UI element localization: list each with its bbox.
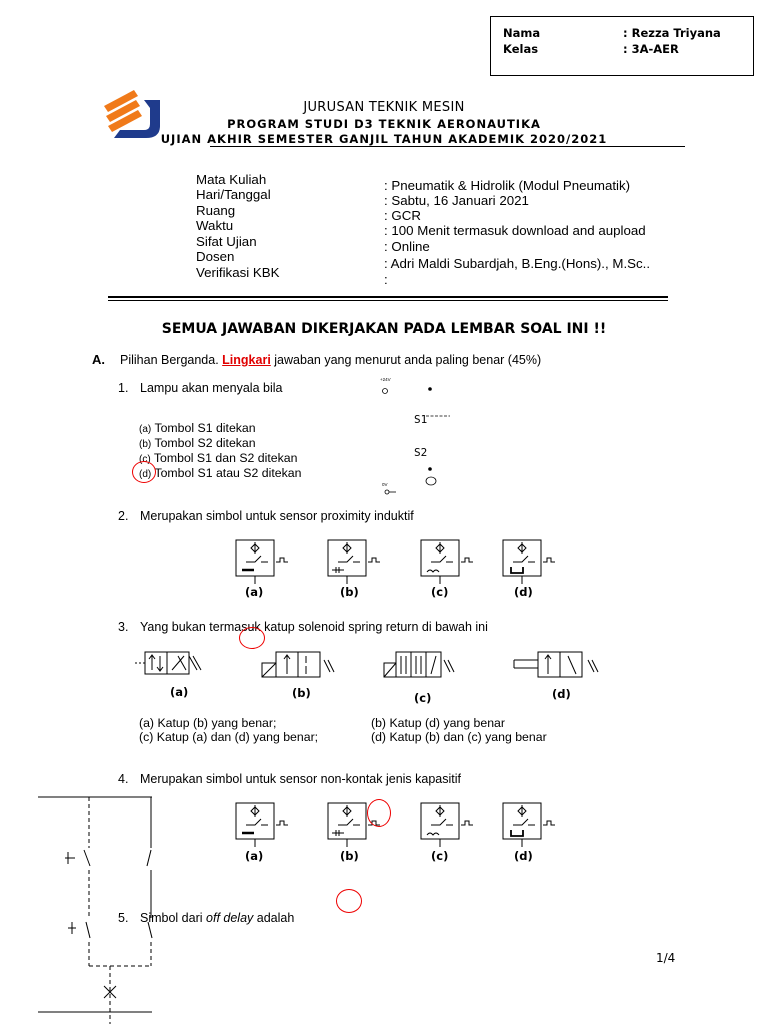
circuit-s1-label: S1	[414, 413, 428, 426]
q2-number: 2.	[118, 509, 129, 523]
q2-label-c: (c)	[431, 585, 449, 599]
page-number: 1/4	[656, 951, 676, 965]
q4-text: Merupakan simbol untuk sensor non-kontak jenis kapasitif	[140, 772, 462, 786]
option-letter: (c)	[139, 454, 151, 465]
section-a-after: jawaban yang menurut anda paling benar (45%)	[274, 353, 542, 367]
option-letter: (d)	[139, 469, 152, 480]
meta-value: : Adri Maldi Subardjah, B.Eng.(Hons)., M.Sc..	[384, 256, 651, 271]
meta-value: : Pneumatik & Hidrolik (Modul Pneumatik)	[384, 178, 631, 193]
q2-text: Merupakan simbol untuk sensor proximity induktif	[140, 509, 414, 523]
meta-value: :	[384, 272, 388, 287]
q3-text: Yang bukan termasuk katup solenoid spring return di bawah ini	[140, 620, 488, 634]
meta-label: Waktu	[196, 218, 234, 233]
q3-number: 3.	[118, 620, 129, 634]
meta-label: Ruang	[196, 203, 236, 218]
meta-label: Verifikasi KBK	[196, 265, 280, 280]
option-letter: (a)	[139, 424, 152, 435]
q5-italic: off delay	[206, 911, 254, 925]
q3-answer: (b) Katup (d) yang benar	[371, 716, 505, 730]
section-a-before: Pilihan Berganda.	[120, 353, 219, 367]
meta-value: : Online	[384, 239, 430, 254]
q5-after: adalah	[256, 911, 295, 925]
q2-label-a: (a)	[245, 585, 264, 599]
header-exam: UJIAN AKHIR SEMESTER GANJIL TAHUN AKADEMIK 2020/2021	[160, 132, 608, 146]
q3-answer: (d) Katup (b) dan (c) yang benar	[371, 730, 547, 744]
option-text: Tombol S1 dan S2 ditekan	[153, 451, 298, 465]
kelas-value: : 3A-AER	[623, 42, 679, 56]
nama-value: : Rezza Triyana	[623, 26, 721, 40]
q1-text: Lampu akan menyala bila	[140, 381, 283, 395]
option-text: Tombol S2 ditekan	[154, 436, 256, 450]
q3-label-d: (d)	[552, 687, 571, 701]
nama-label: Nama	[503, 26, 541, 40]
section-letter: A.	[92, 352, 105, 367]
q5-number: 5.	[118, 911, 129, 925]
meta-value: : Sabtu, 16 Januari 2021	[384, 193, 529, 208]
meta-label: Dosen	[196, 249, 235, 264]
q1-number: 1.	[118, 381, 129, 395]
meta-value: : GCR	[384, 208, 421, 223]
meta-label: Hari/Tanggal	[196, 187, 271, 202]
q3-label-a: (a)	[170, 685, 189, 699]
q4-number: 4.	[118, 772, 129, 786]
q3-label-c: (c)	[414, 691, 432, 705]
meta-label: Sifat Ujian	[196, 234, 257, 249]
q5-before: Simbol dari	[140, 911, 203, 925]
header-program: PROGRAM STUDI D3 TEKNIK AERONAUTIKA	[227, 117, 541, 131]
kelas-label: Kelas	[503, 42, 539, 56]
q3-answer: (c) Katup (a) dan (d) yang benar;	[139, 730, 319, 744]
q3-label-b: (b)	[292, 686, 311, 700]
circuit-s2-label: S2	[414, 446, 428, 459]
header-dept: JURUSAN TEKNIK MESIN	[303, 100, 465, 115]
circuit-bottom-label: 0V	[382, 482, 388, 487]
circuit-top-label: +24V	[380, 377, 391, 382]
meta-label: Mata Kuliah	[196, 172, 267, 187]
section-a-highlight: Lingkari	[222, 353, 271, 367]
q4-label-c: (c)	[431, 849, 449, 863]
q4-label-d: (d)	[514, 849, 533, 863]
q3-answer: (a) Katup (b) yang benar;	[139, 716, 277, 730]
q2-label-b: (b)	[340, 585, 359, 599]
q4-label-a: (a)	[245, 849, 264, 863]
q4-label-b: (b)	[340, 849, 359, 863]
option-letter: (b)	[139, 439, 152, 450]
meta-value: : 100 Menit termasuk download and aupload	[384, 223, 646, 238]
q2-label-d: (d)	[514, 585, 533, 599]
option-text: Tombol S1 ditekan	[154, 421, 256, 435]
option-text: Tombol S1 atau S2 ditekan	[154, 466, 302, 480]
instruction-text: SEMUA JAWABAN DIKERJAKAN PADA LEMBAR SOAL INI !!	[161, 321, 607, 337]
